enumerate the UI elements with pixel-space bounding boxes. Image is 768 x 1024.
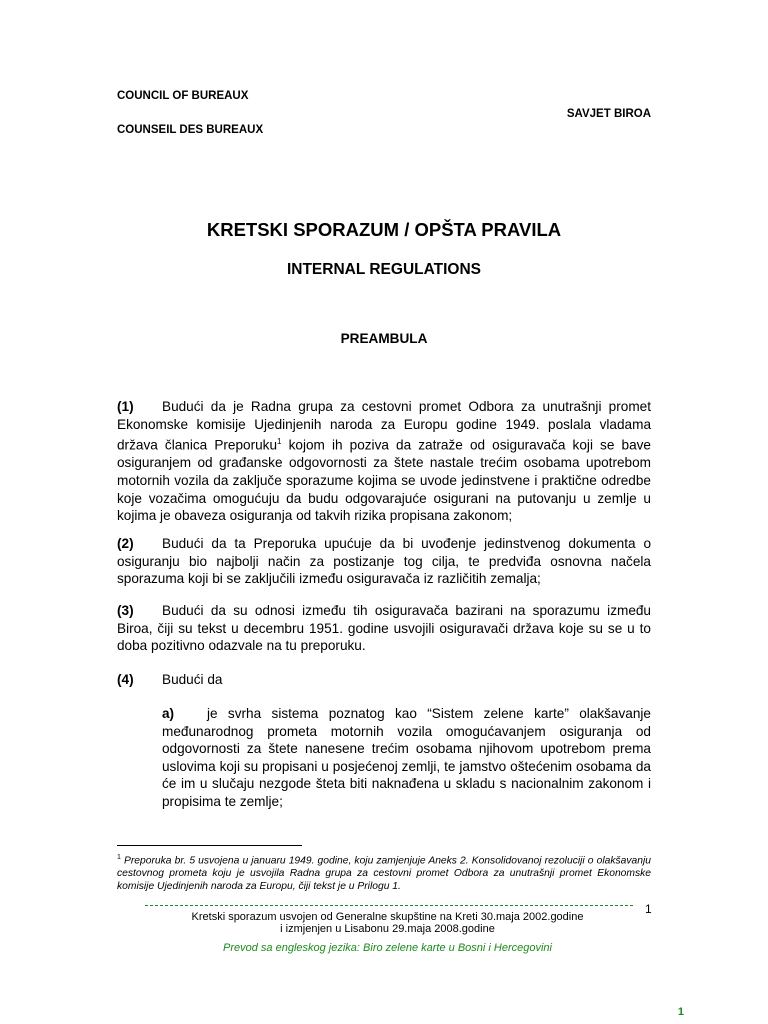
translation-note: Prevod sa engleskog jezika: Biro zelene karte u Bosni i Hercegovini [223, 942, 552, 954]
paragraph-3 [117, 602, 651, 655]
footnote [117, 851, 651, 893]
paragraph-text: Budući da ta Preporuka upućuje da bi uvođenje jedinstvenog dokumenta o osiguranju bio najbolji način za postizanje tog cilja, te predviđa osnovna načela sporazuma koji bi se zaključili između osiguravača iz različitih zemalja; [117, 536, 651, 587]
paragraph-number: (1) [117, 399, 134, 414]
paragraph-text: Budući da je Radna grupa za cestovni promet Odbora za unutrašnji promet Ekonomske komisije Ujedinjenih naroda za Europu godine 1949. poslala vladama država članica Preporuku [117, 399, 651, 453]
org-name-local: SAVJET BIROA [566, 108, 651, 120]
paragraph-text: kojom ih poziva da zatraže od osiguravača koji se bave osiguranjem od građanske odgovornosti za štete nastale trećim osobama upotrebom motornih vozila da zaključe sporazume kojima se uvode jedinstvene i praktične odredbe koje vozačima omogućuju da budu odgovarajuće osigurani na putovanju u zemlje u kojima je obaveza osiguranja od takvih rizika propisana zakonom; [117, 437, 651, 524]
subparagraph-text: je svrha sistema poznatog kao “Sistem zelene karte” olakšavanje međunarodnog prometa motornih vozila omogućavanjem osiguranja od odgovornosti za štete nanesene trećim osobama njihovom upotrebom prema uslovima koji su propisani u posjećenoj zemlji, te jamstvo oštećenim osobama da će im u slučaju nezgode šteta biti naknađena u skladu s nacionalnim zakonom i propisima te zemlje; [162, 706, 651, 809]
paragraph-text: Budući da [162, 672, 223, 687]
footnote-text: Preporuka br. 5 usvojena u januaru 1949. godine, koju zamjenjuje Aneks 2. Konsolidovanoj rezoluciji o olakšavanju cestovnog prometa koju je usvojila Radna grupa za cestovni promet Odbora za unutrašnji promet Ekonomske komisije Ujedinjenih naroda za Europu, čiji tekst je u Prilogu 1. [117, 855, 651, 893]
paragraph-2 [117, 535, 651, 588]
section-heading: PREAMBULA [340, 331, 428, 346]
document-title: KRETSKI SPORAZUM / OPŠTA PRAVILA [206, 219, 562, 240]
footnote-separator [117, 845, 302, 846]
footnote-reference: 1 [277, 437, 282, 447]
paragraph-1 [117, 398, 651, 525]
paragraph-text: Budući da su odnosi između tih osiguravača bazirani na sporazumu između Biroa, čiji su tekst u decembru 1951. godine usvojili osiguravači država koje su se u to doba pozitivno odazvale na tu preporuku. [117, 603, 651, 654]
paragraph-number: (2) [117, 536, 134, 551]
document-subtitle: INTERNAL REGULATIONS [286, 261, 482, 278]
footnote-mark: 1 [117, 854, 121, 861]
paragraph-number: (3) [117, 603, 134, 618]
org-name-en: COUNCIL OF BUREAUX [117, 90, 249, 102]
org-name-fr: COUNSEIL DES BUREAUX [117, 124, 264, 136]
corner-page-number: 1 [677, 1006, 684, 1018]
footer-separator [145, 905, 633, 906]
footer-line-1: Kretski sporazum usvojen od Generalne skupštine na Kreti 30.maja 2002.godine [191, 911, 584, 923]
paragraph-number: (4) [117, 672, 134, 687]
subparagraph-label: a) [162, 706, 175, 721]
subparagraph-a [162, 705, 651, 811]
page-number: 1 [645, 902, 652, 916]
footer-line-2: i izmjenjen u Lisabonu 29.maja 2008.godine [280, 923, 495, 935]
paragraph-4 [117, 671, 651, 689]
